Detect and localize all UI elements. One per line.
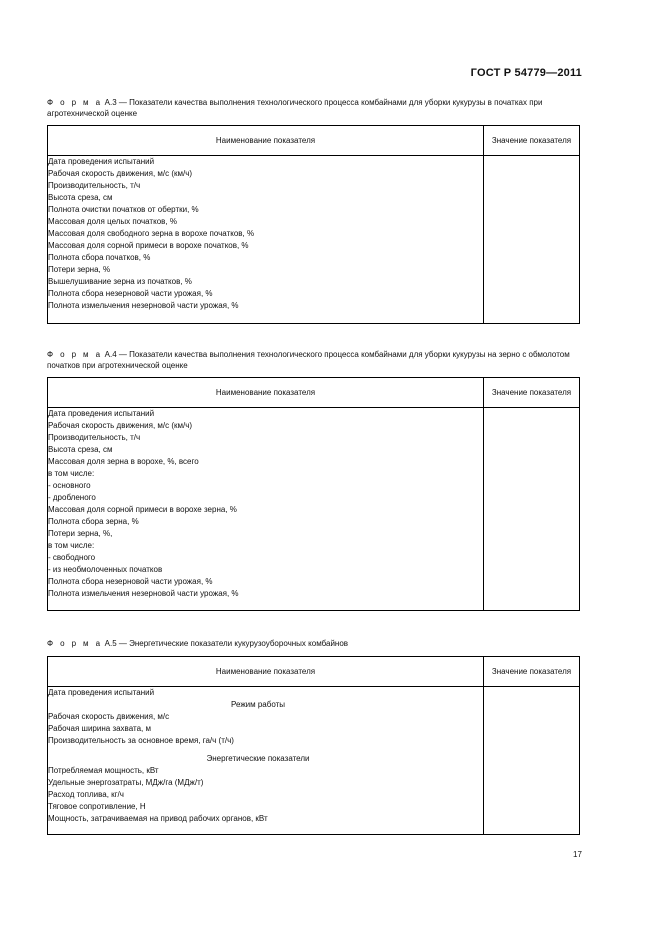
form-a5-row: Рабочая скорость движения, м/с (48, 712, 170, 721)
form-a5-row: Рабочая ширина захвата, м (48, 724, 151, 733)
form-a3-row: Производительность, т/ч (48, 181, 141, 190)
form-a3-indicator-list (48, 156, 484, 324)
standard-number: ГОСТ Р 54779—2011 (470, 67, 582, 79)
form-a3-row: Полнота сбора незерновой части урожая, % (48, 289, 213, 298)
form-a5-prefix: Ф о р м а (47, 639, 103, 648)
form-a4-col-value: Значение показателя (484, 378, 580, 408)
form-a5-row: Дата проведения испытаний (48, 688, 155, 697)
form-a5-col-value: Значение показателя (484, 657, 580, 687)
form-a4-row: Массовая доля сорной примеси в ворохе зерна, % (48, 505, 237, 514)
form-a3-row: Вышелушивание зерна из початков, % (48, 277, 192, 286)
form-a5-section-energy: Энергетические показатели (206, 754, 310, 763)
form-a4-row: Полнота сбора зерна, % (48, 517, 139, 526)
form-a4-row: Полнота измельчения незерновой части урожая, % (48, 589, 239, 598)
form-a5-row: Мощность, затрачиваемая на привод рабочих органов, кВт (48, 814, 268, 823)
form-a4-row: Рабочая скорость движения, м/с (км/ч) (48, 421, 193, 430)
form-a5-indicator-list (48, 687, 484, 835)
form-a5-section-mode: Режим работы (230, 700, 286, 709)
form-a5-value-cell (484, 687, 580, 835)
form-a5-row: Расход топлива, кг/ч (48, 790, 124, 799)
form-a4-value-cell (484, 408, 580, 611)
form-a3-title: А.3 — Показатели качества выполнения технологического процесса комбайнами для уборки кукурузы в початках при агротехнической оценке (47, 98, 543, 118)
form-a3-caption (47, 97, 587, 119)
form-a4-row: Массовая доля зерна в ворохе, %, всего (48, 457, 199, 466)
form-a5-row: Потребляемая мощность, кВт (48, 766, 159, 775)
form-a3-row: Массовая доля свободного зерна в ворохе початков, % (48, 229, 255, 238)
form-a3-row: Полнота очистки початков от обертки, % (48, 205, 199, 214)
form-a4-table (47, 377, 580, 611)
form-a3-row: Массовая доля целых початков, % (48, 217, 177, 226)
form-a4-col-name: Наименование показателя (48, 378, 484, 408)
form-a3-row: Полнота сбора початков, % (48, 253, 151, 262)
form-a4-row: Полнота сбора незерновой части урожая, % (48, 577, 213, 586)
form-a4-row: в том числе: (48, 541, 95, 550)
form-a3-value-cell (484, 156, 580, 324)
form-a3-col-value: Значение показателя (484, 126, 580, 156)
form-a4-row: - основного (48, 481, 91, 490)
form-a5-caption (47, 638, 587, 649)
form-a5-row: Удельные энергозатраты, МДж/га (МДж/т) (48, 778, 204, 787)
form-a4-row: в том числе: (48, 469, 95, 478)
form-a3-table (47, 125, 580, 324)
form-a4-row: - из необмолоченных початков (48, 565, 163, 574)
form-a3-row: Высота среза, см (48, 193, 113, 202)
form-a4-caption (47, 349, 587, 371)
form-a3-row: Потери зерна, % (48, 265, 111, 274)
form-a5-row: Производительность за основное время, га/ч (т/ч) (48, 736, 234, 745)
form-a4-row: Производительность, т/ч (48, 433, 141, 442)
form-a4-row: - дробленого (48, 493, 96, 502)
form-a4-indicator-list (48, 408, 484, 611)
form-a3-row: Массовая доля сорной примеси в ворохе початков, % (48, 241, 249, 250)
page-number: 17 (573, 850, 582, 859)
form-a4-row: Дата проведения испытаний (48, 409, 155, 418)
form-a4-prefix: Ф о р м а (47, 350, 103, 359)
form-a5-table (47, 656, 580, 835)
form-a4-title: А.4 — Показатели качества выполнения технологического процесса комбайнами для уборки кукурузы на зерно с обмолотом початков при агротехнической оценке (47, 350, 570, 370)
form-a3-prefix: Ф о р м а (47, 98, 103, 107)
form-a3-row: Полнота измельчения незерновой части урожая, % (48, 301, 239, 310)
form-a3-row: Рабочая скорость движения, м/с (км/ч) (48, 169, 193, 178)
form-a4-row: - свободного (48, 553, 96, 562)
form-a3-col-name: Наименование показателя (48, 126, 484, 156)
form-a4-row: Потери зерна, %, (48, 529, 113, 538)
form-a5-row: Тяговое сопротивление, Н (48, 802, 146, 811)
form-a5-title: А.5 — Энергетические показатели кукурузоуборочных комбайнов (104, 639, 349, 648)
form-a5-col-name: Наименование показателя (48, 657, 484, 687)
form-a3-row: Дата проведения испытаний (48, 157, 155, 166)
form-a4-row: Высота среза, см (48, 445, 113, 454)
